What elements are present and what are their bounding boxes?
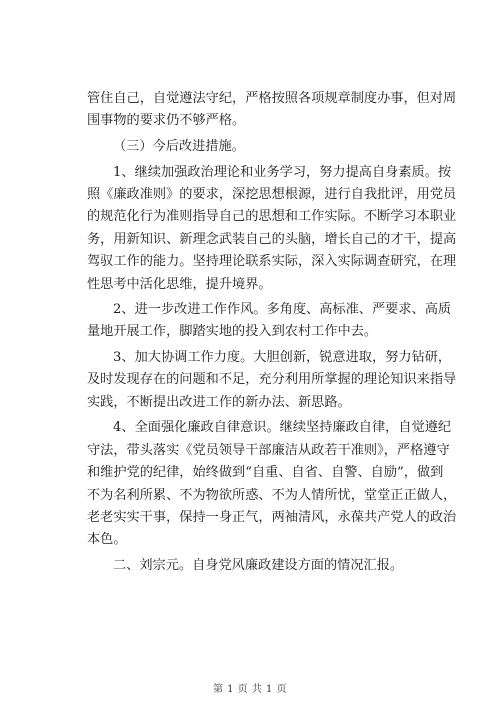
text-line: 及时发现存在的问题和不足，充分利用所掌握的理论知识来指导 [87,372,457,388]
paragraph [87,555,417,577]
text-line: 驾驭工作的能力。坚持理论联系实际，深入实际调查研究，在理 [87,254,457,270]
text-line: 管住自己，自觉遵法守纪，严格按照各项规章制度办事，但对周 [87,91,457,106]
text-line: 实践，不断提出改进工作的新办法、新思路。 [87,394,351,410]
paragraph [87,347,457,414]
text-line: 性思考中活化思维，提升境界。 [87,276,272,292]
text-line: 务，用新知识、新理念武装自己的头脑，增长自己的才干，提高 [87,231,457,247]
text-line: 不为名利所累、不为物欲所惑、不为人情所忧，堂堂正正做人， [87,487,457,503]
text-line: 围事物的要求仍不够严格。 [87,113,246,129]
text-line: 老老实实干事，保持一身正气，两袖清风，永葆共产党人的政治 [87,509,457,525]
document-body [87,88,457,581]
text-line: 1、继续加强政治理论和业务学习，努力提高自身素质。按 [113,164,452,180]
text-line: 二、刘宗元。自身党风廉政建设方面的情况汇报。 [113,557,404,573]
text-line: 的规范化行为准则指导自己的思想和工作实际。不断学习本职业 [87,209,457,225]
paragraph [87,299,452,344]
text-line: 2、进一步改进工作作风。多角度、高标准、严要求、高质 [113,302,452,318]
paragraph [87,162,457,296]
text-line: 本色。 [87,532,127,548]
text-line: 量地开展工作，脚踏实地的投入到农村工作中去。 [87,324,378,340]
text-line: 照《廉政准则》的要求，深挖思想根源，进行自我批评，用党员 [87,186,457,202]
paragraph-gap [87,577,417,580]
paragraph [87,136,417,158]
page-footer: 第 1 页 共 1 页 [212,684,288,695]
paragraph [87,88,457,133]
paragraph [87,417,457,551]
text-line: 3、加大协调工作力度。大胆创新，锐意进取，努力钻研， [113,350,452,366]
text-line: 4、全面强化廉政自律意识。继续坚持廉政自律，自觉遵纪 [113,420,452,436]
text-line: 守法，带头落实《党员领导干部廉洁从政若干准则》，严格遵守 [87,442,450,458]
text-line: （三）今后改进措施。 [113,138,245,154]
text-line: 和维护党的纪律，始终做到“自重、自省、自警、自励”，做到 [87,465,444,481]
